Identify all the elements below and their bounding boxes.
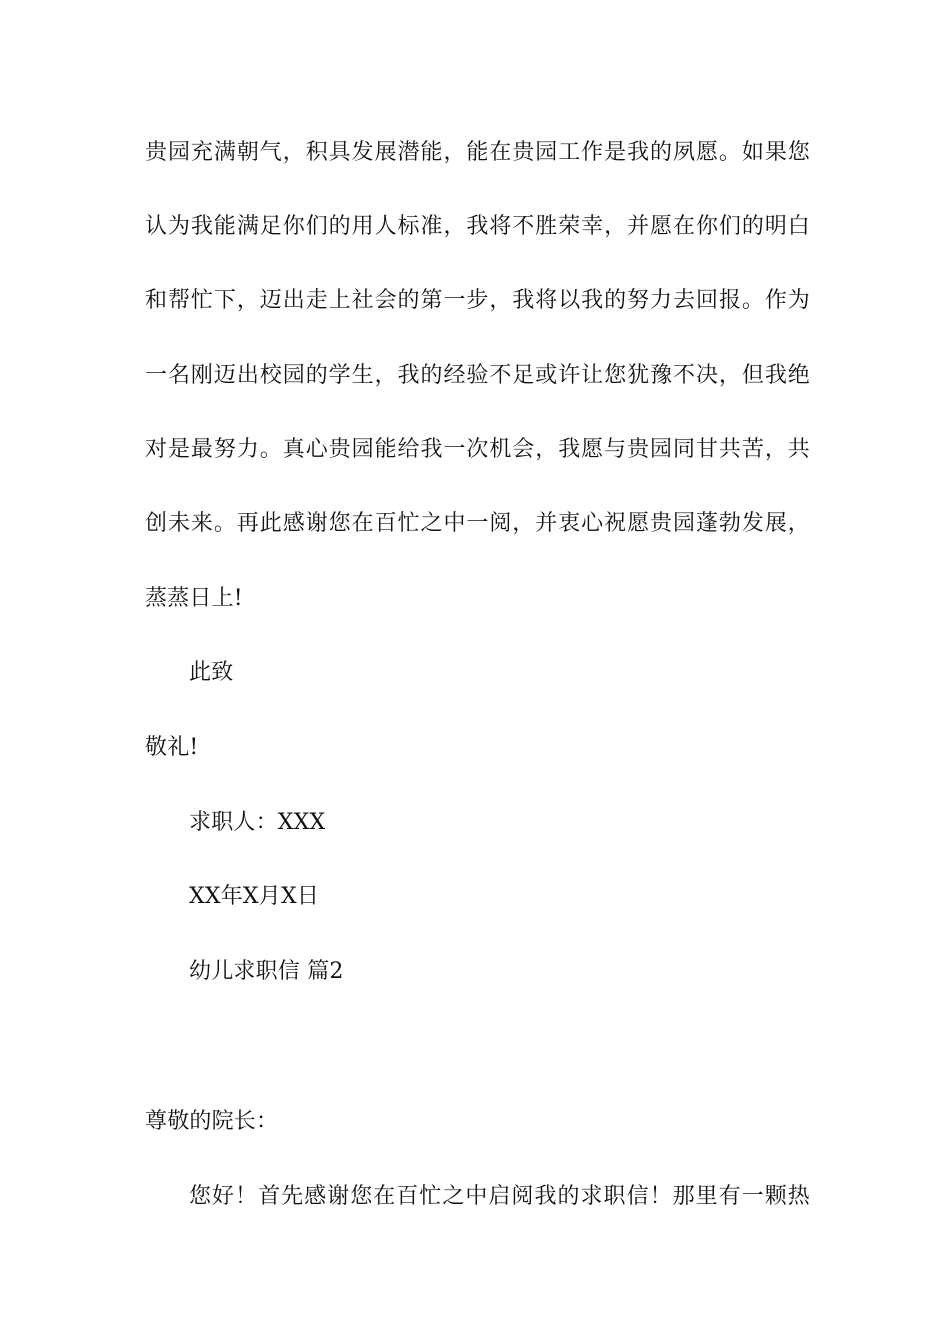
paragraph-1-line-6: 创未来。再此感谢您在百忙之中一阅，并衷心祝愿贵园蓬勃发展， bbox=[145, 511, 810, 536]
paragraph-1-line-7: 蒸蒸日上! bbox=[145, 586, 243, 611]
date-text: XX年X月X日 bbox=[189, 884, 320, 909]
paragraph-1-line-3: 和帮忙下，迈出走上社会的第一步，我将以我的努力去回报。作为 bbox=[145, 288, 810, 313]
signature-text: 求职人：XXX bbox=[189, 810, 326, 835]
salute-text: 敬礼! bbox=[145, 735, 199, 760]
paragraph-1-line-1: 贵园充满朝气，积具发展潜能，能在贵园工作是我的夙愿。如果您 bbox=[145, 140, 810, 165]
paragraph-1-line-5: 对是最努力。真心贵园能给我一次机会，我愿与贵园同甘共苦，共 bbox=[145, 437, 810, 462]
section-title: 幼儿求职信 篇2 bbox=[189, 959, 344, 984]
paragraph-1-line-4: 一名刚迈出校园的学生，我的经验不足或许让您犹豫不决，但我绝 bbox=[145, 363, 810, 388]
paragraph-1-line-2: 认为我能满足你们的用人标准，我将不胜荣幸，并愿在你们的明白 bbox=[145, 214, 810, 239]
paragraph-2-line-1: 您好！首先感谢您在百忙之中启阅我的求职信！那里有一颗热 bbox=[189, 1184, 810, 1209]
closing-text: 此致 bbox=[189, 660, 234, 685]
greeting-text: 尊敬的院长： bbox=[145, 1109, 279, 1134]
